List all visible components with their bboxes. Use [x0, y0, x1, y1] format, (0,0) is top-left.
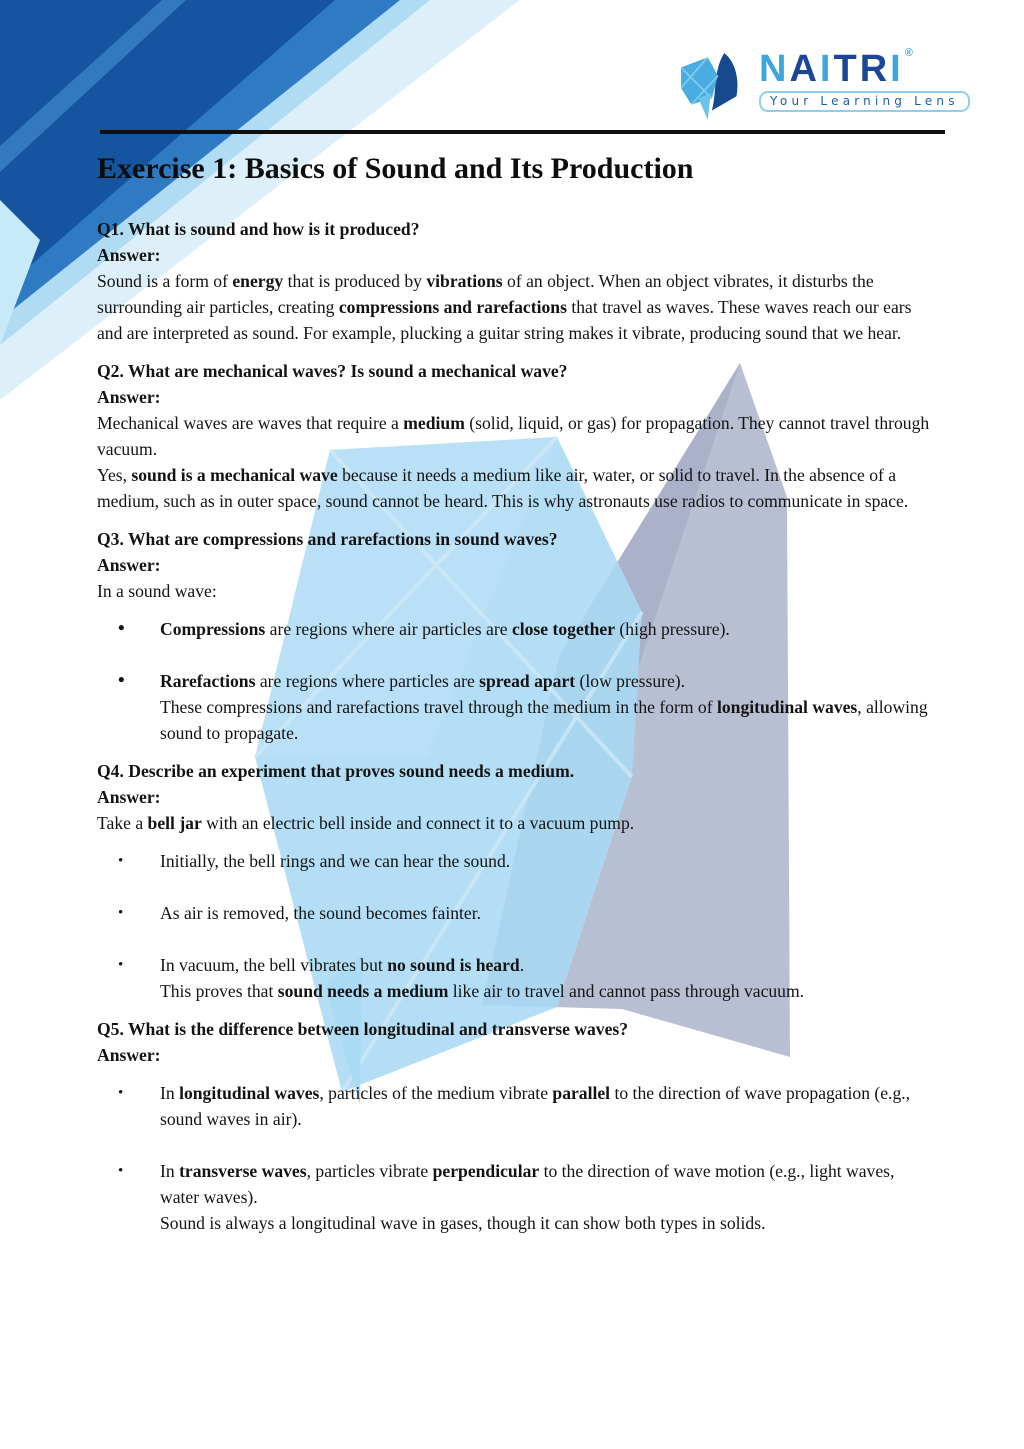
bullet-line: • Compressions are regions where air particles are close together (high pressure). [160, 619, 730, 639]
registered-mark: ® [904, 47, 913, 59]
bullet-line: • In vacuum, the bell vibrates but no sound is heard. [160, 955, 525, 975]
bullet-line: Sound is always a longitudinal wave in gases, though it can show both types in solids. [160, 1213, 766, 1233]
question-heading: Q4. Describe an experiment that proves sound needs a medium. [97, 761, 575, 781]
answer-label: Answer: [97, 787, 161, 807]
brand-letter: N [759, 48, 790, 90]
bullet-line: • As air is removed, the sound becomes fainter. [160, 903, 481, 923]
header-logo [681, 47, 970, 122]
bullet-line: • In transverse waves, particles vibrate perpendicular to the direction of wave motion (e.g., light waves, water waves). [160, 1161, 895, 1207]
bullet-item [97, 1158, 930, 1236]
page-title: Exercise 1: Basics of Sound and Its Production [97, 152, 694, 185]
bullet-item [97, 900, 930, 926]
question-4 [97, 758, 930, 1004]
answer-paragraph: Yes, sound is a mechanical wave because it needs a medium like air, water, or solid to travel. In the absence of a medium, such as in outer space, sound cannot be heard. This is why astronauts use radios to communicate in space. [97, 465, 909, 511]
question-1 [97, 216, 930, 346]
bullet-line: • Rarefactions are regions where particles are spread apart (low pressure). [160, 671, 686, 691]
brand-letter: I [890, 48, 904, 90]
bullet-line: • In longitudinal waves, particles of the medium vibrate parallel to the direction of wave propagation (e.g., sound waves in air). [160, 1083, 911, 1129]
answer-label: Answer: [97, 555, 161, 575]
answer-label: Answer: [97, 1045, 161, 1065]
bullet-item [97, 616, 930, 642]
bullet-item [97, 668, 930, 746]
answer-paragraph: Take a bell jar with an electric bell inside and connect it to a vacuum pump. [97, 813, 635, 833]
brand-letter: R [859, 48, 891, 90]
bullet-line: This proves that sound needs a medium like air to travel and cannot pass through vacuum. [160, 981, 805, 1001]
brand-wordmark [759, 47, 913, 90]
question-2 [97, 358, 930, 514]
question-heading: Q5. What is the difference between longitudinal and transverse waves? [97, 1019, 629, 1039]
bullet-line: These compressions and rarefactions travel through the medium in the form of longitudinal waves, allowing sound to propagate. [160, 697, 928, 743]
brand-letter: I [819, 48, 834, 90]
question-heading: Q3. What are compressions and rarefactions in sound waves? [97, 529, 558, 549]
brand-letter: T [833, 48, 860, 90]
bullet-line: • Initially, the bell rings and we can hear the sound. [160, 851, 511, 871]
answer-paragraph: In a sound wave: [97, 581, 217, 601]
bullet-list [97, 616, 930, 746]
bullet-item [97, 848, 930, 874]
answer-paragraph: Sound is a form of energy that is produced by vibrations of an object. When an object vibrates, it disturbs the surrounding air particles, creating compressions and rarefactions that travel as waves. These waves reach our ears and are interpreted as sound. For example, plucking a guitar string makes it vibrate, producing sound that we hear. [97, 271, 912, 343]
question-5 [97, 1016, 930, 1236]
bullet-item [97, 1080, 930, 1132]
bullet-list [97, 848, 930, 1004]
question-heading: Q2. What are mechanical waves? Is sound a mechanical wave? [97, 361, 568, 381]
answer-label: Answer: [97, 387, 161, 407]
question-3 [97, 526, 930, 746]
question-heading: Q1. What is sound and how is it produced? [97, 219, 420, 239]
naitri-logo-icon [681, 50, 755, 122]
bullet-item [97, 952, 930, 1004]
qa-list [97, 216, 930, 1236]
bullet-list [97, 1080, 930, 1236]
brand-tagline: Your Learning Lens [759, 91, 970, 112]
answer-label: Answer: [97, 245, 161, 265]
header-divider [100, 130, 945, 134]
brand-letter: A [789, 48, 820, 90]
answer-paragraph: Mechanical waves are waves that require a medium (solid, liquid, or gas) for propagation. They cannot travel through vacuum. [97, 413, 930, 459]
